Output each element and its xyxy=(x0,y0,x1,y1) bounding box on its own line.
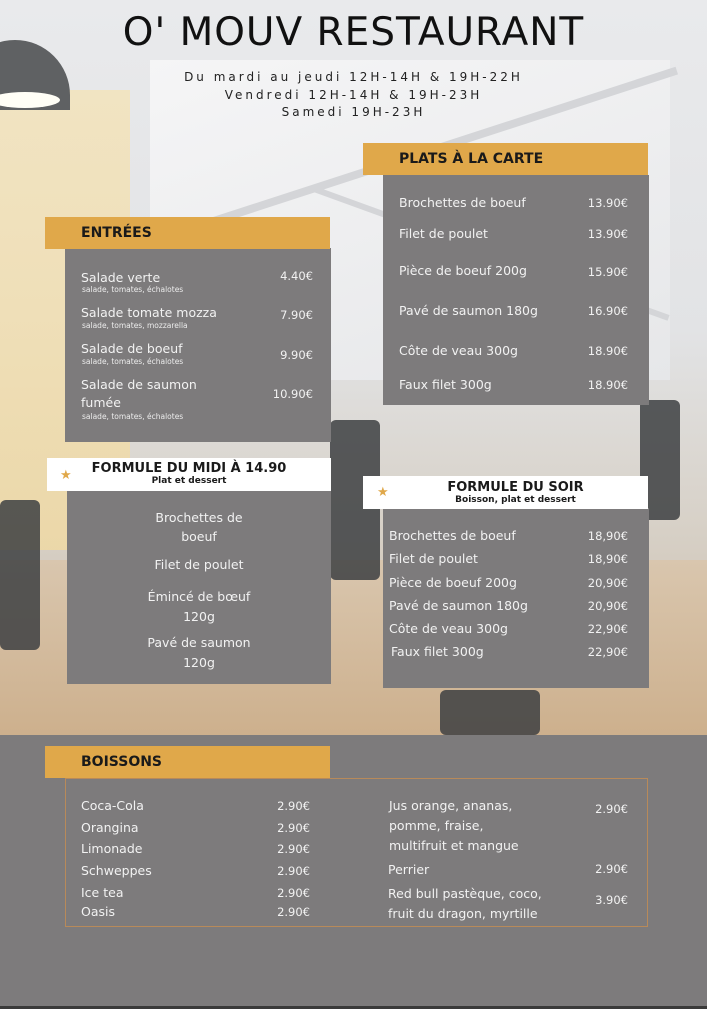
drink-name: Limonade xyxy=(81,841,143,856)
formule-midi-heading xyxy=(47,458,331,491)
plats-heading: PLATS À LA CARTE xyxy=(363,143,648,175)
drink-name: Coca-Cola xyxy=(81,798,144,813)
drink-name: Red bull pastèque, coco, xyxy=(388,886,542,901)
entree-desc: salade, tomates, échalotes xyxy=(82,285,184,294)
formule-midi-item: 120g xyxy=(183,655,215,670)
plat-name: Pièce de boeuf 200g xyxy=(399,263,527,278)
formule-midi-item: Filet de poulet xyxy=(154,557,244,572)
drink-price: 2.90€ xyxy=(277,905,310,919)
drink-price: 2.90€ xyxy=(277,799,310,813)
formule-soir-name: Pavé de saumon 180g xyxy=(389,598,528,613)
plat-name: Faux filet 300g xyxy=(399,377,492,392)
entree-name: Salade de saumon xyxy=(81,377,197,392)
formule-soir-price: 20,90€ xyxy=(587,576,628,590)
entree-desc: salade, tomates, échalotes xyxy=(82,412,184,421)
drink-price: 2.90€ xyxy=(277,886,310,900)
entree-name: Salade verte xyxy=(81,270,161,285)
drink-name: fruit du dragon, myrtille xyxy=(388,906,538,921)
plat-name: Brochettes de boeuf xyxy=(399,195,526,210)
formule-soir-price: 22,90€ xyxy=(587,622,628,636)
drink-name: Schweppes xyxy=(81,863,152,878)
formule-soir-price: 20,90€ xyxy=(587,599,628,613)
formule-midi-subtitle: Plat et dessert xyxy=(151,476,227,486)
drink-price: 3.90€ xyxy=(595,893,628,907)
hours-line: Du mardi au jeudi 12H-14H & 19H-22H xyxy=(184,70,523,84)
formule-soir-price: 22,90€ xyxy=(587,645,628,659)
drink-price: 2.90€ xyxy=(277,864,310,878)
formule-soir-subtitle: Boisson, plat et dessert xyxy=(455,495,576,505)
drink-name: Oasis xyxy=(81,904,115,919)
entree-name-cont: fumée xyxy=(81,395,121,410)
hours-line: Samedi 19H-23H xyxy=(281,105,426,119)
plat-name: Pavé de saumon 180g xyxy=(399,303,538,318)
plat-price: 13.90€ xyxy=(587,196,628,210)
formule-midi-item: Brochettes de xyxy=(155,510,243,525)
formule-soir-name: Filet de poulet xyxy=(389,551,478,566)
formule-midi-item: 120g xyxy=(183,609,215,624)
boissons-heading: BOISSONS xyxy=(45,746,330,778)
formule-midi-item: Pavé de saumon xyxy=(147,635,251,650)
entree-desc: salade, tomates, mozzarella xyxy=(82,321,188,330)
entree-desc: salade, tomates, échalotes xyxy=(82,357,184,366)
drink-name: Jus orange, ananas, xyxy=(389,798,513,813)
formule-soir-title: FORMULE DU SOIR xyxy=(447,480,584,495)
formule-soir-price: 18,90€ xyxy=(587,529,628,543)
drink-name: pomme, fraise, xyxy=(389,818,484,833)
formule-soir-name: Brochettes de boeuf xyxy=(389,528,516,543)
entrees-heading: ENTRÉES xyxy=(45,217,330,249)
drink-price: 2.90€ xyxy=(595,862,628,876)
plat-price: 13.90€ xyxy=(587,227,628,241)
plat-price: 15.90€ xyxy=(587,265,628,279)
plat-price: 16.90€ xyxy=(587,304,628,318)
plat-name: Côte de veau 300g xyxy=(399,343,518,358)
formule-soir-name: Faux filet 300g xyxy=(391,644,484,659)
formule-soir-price: 18,90€ xyxy=(587,552,628,566)
formule-midi-item: boeuf xyxy=(181,529,217,544)
star-icon: ★ xyxy=(377,485,389,500)
drink-name: Perrier xyxy=(388,862,430,877)
plat-price: 18.90€ xyxy=(587,378,628,392)
entree-price: 4.40€ xyxy=(280,269,313,283)
entree-name: Salade de boeuf xyxy=(81,341,183,356)
formule-soir-name: Côte de veau 300g xyxy=(389,621,508,636)
formule-soir-name: Pièce de boeuf 200g xyxy=(389,575,517,590)
entree-price: 7.90€ xyxy=(280,308,313,322)
hours-line: Vendredi 12H-14H & 19H-23H xyxy=(224,88,483,102)
drink-name: Orangina xyxy=(81,820,139,835)
formule-midi-title: FORMULE DU MIDI À 14.90 xyxy=(91,461,287,476)
entree-name: Salade tomate mozza xyxy=(81,305,217,320)
drinks-frame xyxy=(65,778,648,927)
entree-price: 9.90€ xyxy=(280,348,313,362)
drink-price: 2.90€ xyxy=(277,821,310,835)
formule-soir-heading xyxy=(363,476,648,509)
drink-price: 2.90€ xyxy=(595,802,628,816)
drink-name: Ice tea xyxy=(81,885,124,900)
star-icon: ★ xyxy=(60,468,72,483)
drink-price: 2.90€ xyxy=(277,842,310,856)
drink-name: multifruit et mangue xyxy=(389,838,519,853)
entree-price: 10.90€ xyxy=(272,387,313,401)
formule-midi-item: Émincé de bœuf xyxy=(147,589,251,604)
plat-name: Filet de poulet xyxy=(399,226,488,241)
plat-price: 18.90€ xyxy=(587,344,628,358)
page-title: O' MOUV RESTAURANT xyxy=(122,10,585,55)
